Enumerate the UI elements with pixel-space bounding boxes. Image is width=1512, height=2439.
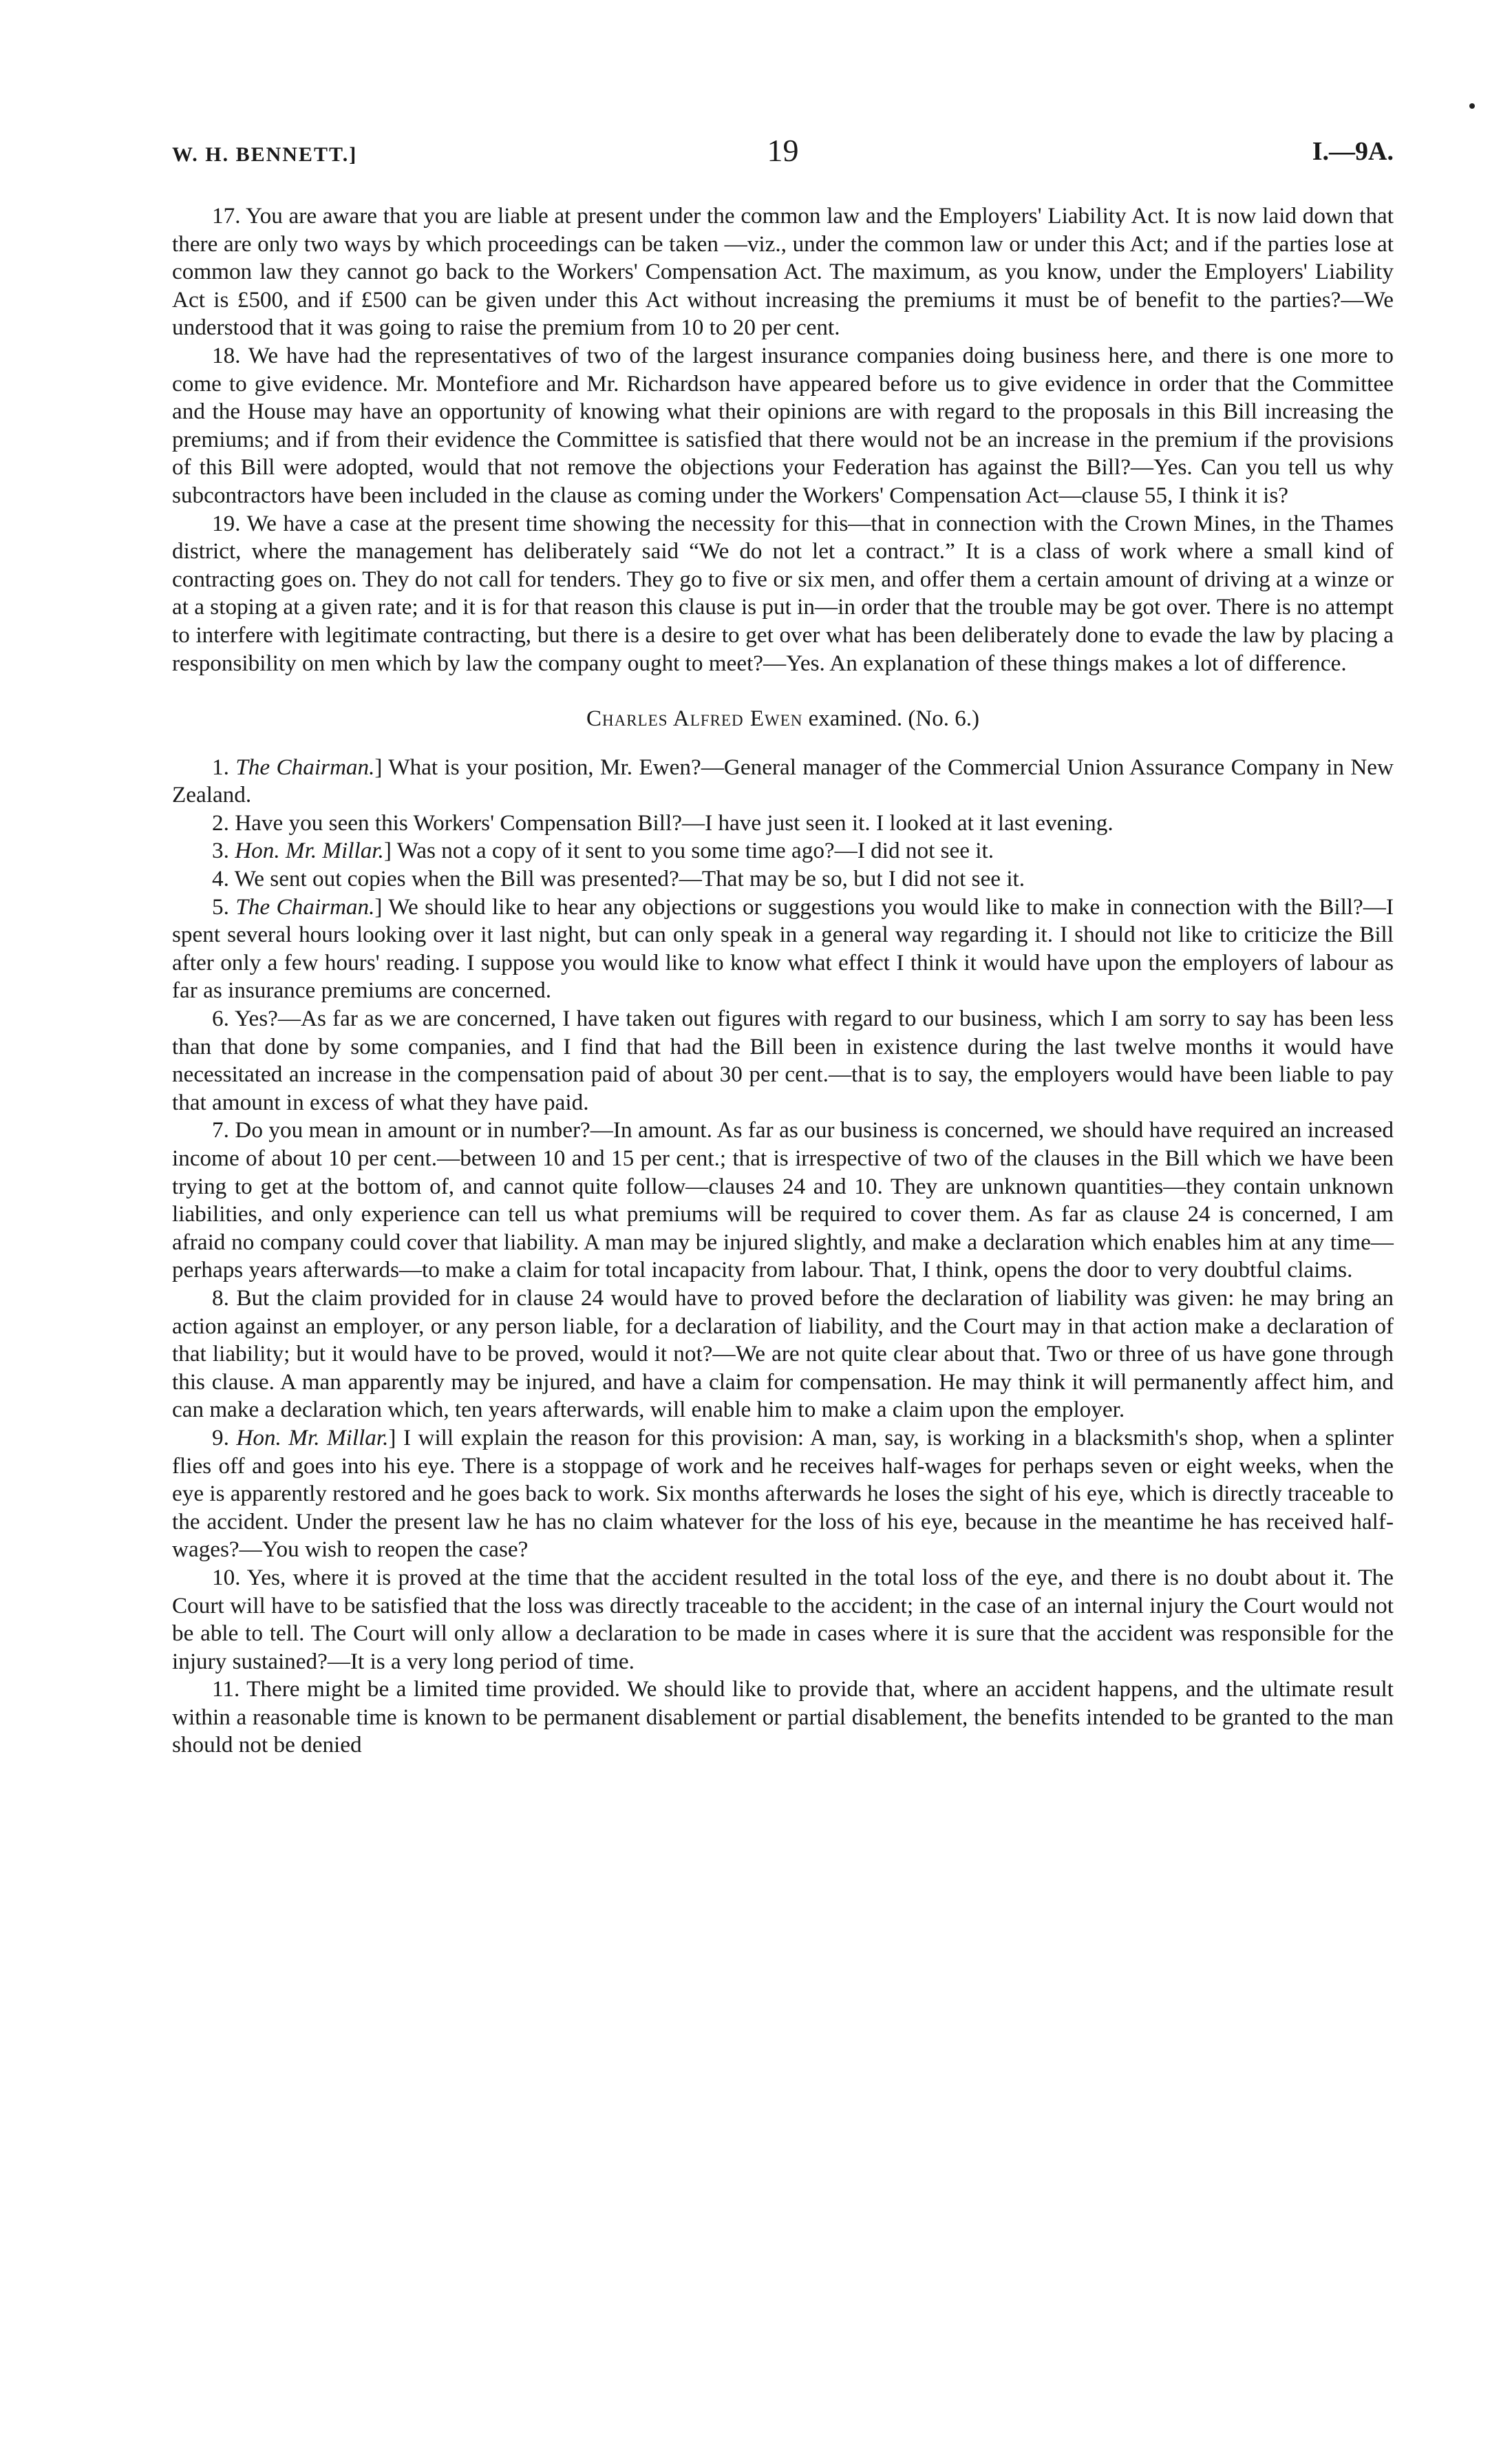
question-text: ] Was not a copy of it sent to you some time ago?—I did not see it. — [383, 838, 994, 864]
question-6: 6. Yes?—As far as we are concerned, I have taken out figures with regard to our business, which I am sorry to say has been less than that done by some companies, and I find that had the Bill been in existence during the last twelve months it would have necessitated an increase in the compensation paid of about 30 per cent.—that is to say, the employers would have been liable to pay that amount in excess of what they have paid. — [172, 1006, 1394, 1115]
witness-name: Charles Alfred Ewen — [586, 706, 803, 732]
paper-reference: I.—9A. — [1312, 137, 1394, 166]
stray-mark — [1469, 103, 1475, 109]
speaker-label: Hon. Mr. Millar. — [236, 1424, 389, 1450]
speaker-label: The Chairman. — [235, 754, 375, 780]
document-body — [172, 202, 1394, 1760]
question-2: 2. Have you seen this Workers' Compensation Bill?—I have just seen it. I looked at it last evening. — [212, 810, 1114, 836]
witness-heading-suffix: examined. (No. 6.) — [808, 706, 979, 732]
header-witness: W. H. BENNETT.] — [172, 143, 358, 166]
question-text: ] What is your position, Mr. Ewen?—General manager of the Commercial Union Assurance Company in New Zealand. — [172, 754, 1394, 808]
speaker-label: The Chairman. — [235, 894, 375, 920]
question-5: 5. The Chairman.] We should like to hear any objections or suggestions you would like to make in connection with the Bill?—I spent several hours looking over it last night, but can only speak in a general way regarding it. I should not like to criticize the Bill after only a few hours' reading. I suppose you would like to know what effect I think it would have upon the employers of labour as far as insurance premiums are concerned. — [172, 894, 1394, 1004]
speaker-label: Hon. Mr. Millar. — [235, 838, 384, 864]
document-page — [172, 124, 1394, 1760]
paragraph-19: 19. We have a case at the present time showing the necessity for this—that in connection with the Crown Mines, in the Thames district, where the management has deliberately said “We do not let a contract.” It is a class of work where a small kind of contracting goes on. They do not call for tenders. They go to five or six men, and offer them a certain amount of driving at a winze or at a stoping at a given rate; and it is for that reason this clause is put in—in order that the trouble may be got over. There is no attempt to interfere with legitimate contracting, but there is a desire to get over what has been deliberately done to evade the law by placing a responsibility on men which by law the company ought to meet?—Yes. An explanation of these things makes a lot of difference. — [172, 510, 1394, 676]
paragraph-18: 18. We have had the representatives of two of the largest insurance companies doing business here, and there is one more to come to give evidence. Mr. Montefiore and Mr. Richardson have appeared before us to give evidence in order that the Committee and the House may have an opportunity of knowing what their opinions are with regard to the proposals in this Bill increasing the premiums; and if from their evidence the Committee is satisfied that there would not be an increase in the premium if the provisions of this Bill were adopted, would that not remove the objections your Federation has against the Bill?—Yes. Can you tell us why subcontractors have been included in the clause as coming under the Workers' Compensation Act—clause 55, I think it is? — [172, 342, 1394, 508]
question-11: 11. There might be a limited time provided. We should like to provide that, where an accident happens, and the ultimate result within a reasonable time is known to be permanent disablement or partial disablement, the benefits intended to be granted to the man should not be denied — [172, 1676, 1394, 1758]
question-text: ] I will explain the reason for this provision: A man, say, is working in a blacksmith's shop, when a splinter flies off and goes into his eye. There is a stoppage of work and he receives half-wages for perhaps seven or eight weeks, when the eye is apparently restored and he goes back to work. Six months afterwards he loses the sight of his eye, which is directly traceable to the accident. Under the present law he has no claim whatever for the loss of his eye, because in the meantime he has received half-wages?—You wish to reopen the case? — [172, 1424, 1394, 1563]
running-header — [172, 124, 1394, 186]
question-text: ] We should like to hear any objections or suggestions you would like to make in connection with the Bill?—I spent several hours looking over it last night, but can only speak in a general way regarding it. I should not like to criticize the Bill after only a few hours' reading. I suppose you would like to know what effect I think it would have upon the employers of labour as far as insurance premiums are concerned. — [172, 894, 1394, 1004]
question-3: 3. Hon. Mr. Millar.] Was not a copy of it sent to you some time ago?—I did not see it. — [212, 838, 994, 864]
question-1: 1. The Chairman.] What is your position, Mr. Ewen?—General manager of the Commercial Union Assurance Company in New Zealand. — [172, 754, 1394, 808]
question-10: 10. Yes, where it is proved at the time that the accident resulted in the total loss of the eye, and there is no doubt about it. The Court will have to be satisfied that the loss was directly traceable to the accident; in the case of an internal injury the Court would not be able to tell. The Court will only allow a declaration to be made in cases where it is sure that the accident was responsible for the injury sustained?—It is a very long period of time. — [172, 1564, 1394, 1674]
question-4: 4. We sent out copies when the Bill was presented?—That may be so, but I did not see it. — [212, 866, 1025, 892]
question-9: 9. Hon. Mr. Millar.] I will explain the reason for this provision: A man, say, is working in a blacksmith's shop, when a splinter flies off and goes into his eye. There is a stoppage of work and he receives half-wages for perhaps seven or eight weeks, when the eye is apparently restored and he goes back to work. Six months afterwards he loses the sight of his eye, which is directly traceable to the accident. Under the present law he has no claim whatever for the loss of his eye, because in the meantime he has received half-wages?—You wish to reopen the case? — [172, 1424, 1394, 1563]
question-7: 7. Do you mean in amount or in number?—In amount. As far as our business is concerned, we should have required an increased income of about 10 per cent.—between 10 and 15 per cent.; that is irrespective of two of the clauses in the Bill which we have been trying to get at the bottom of, and cannot quite follow—clauses 24 and 10. They are unknown quantities—they contain unknown liabilities, and only experience can tell us what premiums will be required to cover them. As far as clause 24 is concerned, I am afraid no company could cover that liability. A man may be injured slightly, and make a declaration which enables him at any time—perhaps years afterwards—to make a claim for total incapacity from labour. That, I think, opens the door to very doubtful claims. — [172, 1117, 1394, 1283]
witness-heading — [172, 705, 1394, 733]
page-number: 19 — [767, 133, 799, 168]
paragraph-17: 17. You are aware that you are liable at present under the common law and the Employers' Liability Act. It is now laid down that there are only two ways by which proceedings can be taken —viz., under the common law or under this Act; and if the parties lose at common law they cannot go back to the Workers' Compensation Act. The maximum, as you know, under the Employers' Liability Act is £500, and if £500 can be given under this Act without increasing the premiums it must be of benefit to the parties?—We understood that it was going to raise the premium from 10 to 20 per cent. — [172, 203, 1394, 341]
question-8: 8. But the claim provided for in clause 24 would have to proved before the declaration of liability was given: he may bring an action against an employer, or any person liable, for a declaration of liability, and the Court may in that action make a declaration of that liability; but it would have to be proved, would it not?—We are not quite clear about that. Two or three of us have gone through this clause. A man apparently may be injured, and have a claim for compensation. He may think it will permanently affect him, and can make a declaration which, ten years afterwards, will enable him to make a claim upon the employer. — [172, 1285, 1394, 1423]
